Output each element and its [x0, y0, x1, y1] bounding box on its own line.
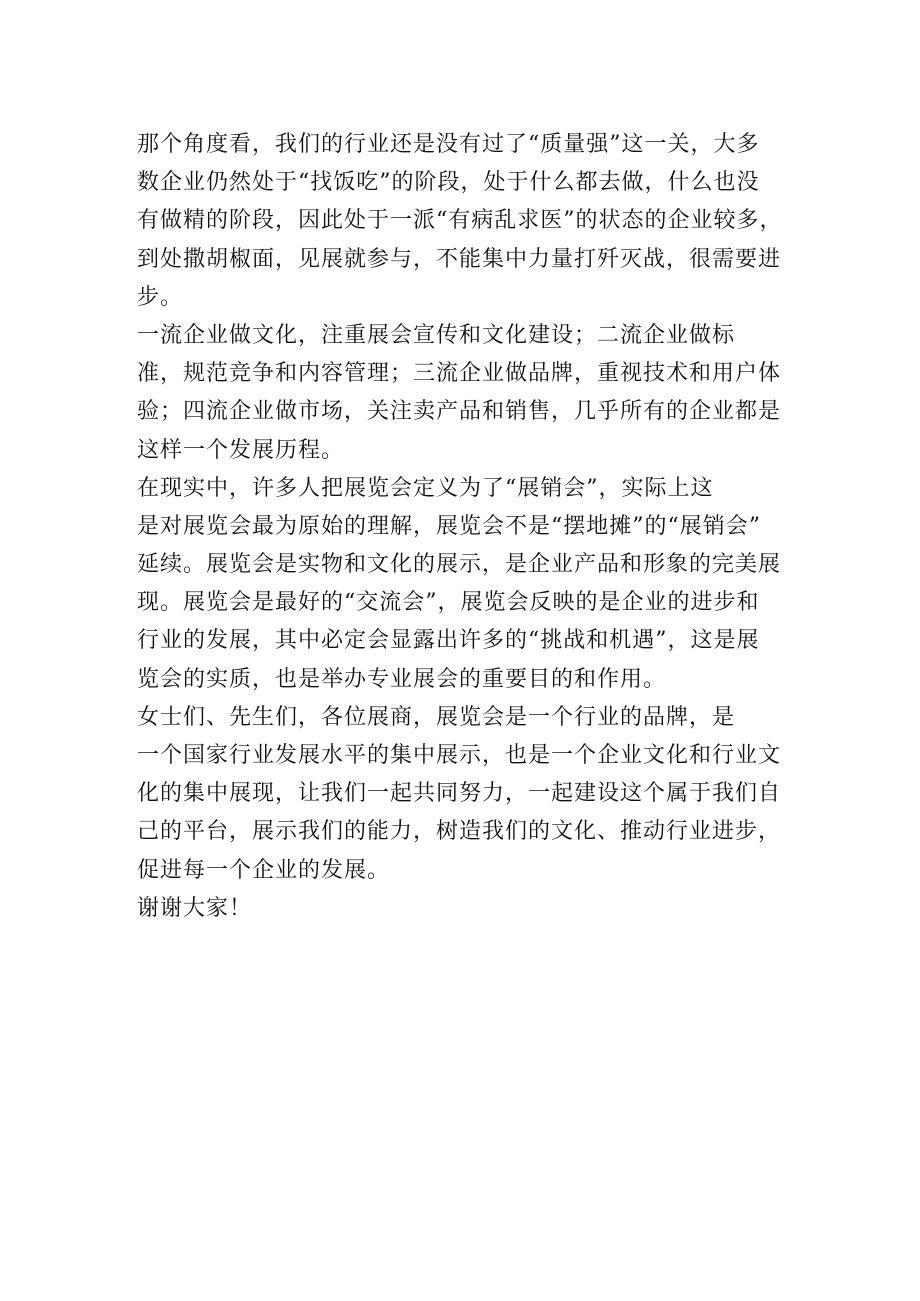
text-line: 数企业仍然处于“找饭吃”的阶段，处于什么都去做，什么也没 — [137, 170, 760, 196]
text-line: 有做精的阶段，因此处于一派“有病乱求医”的状态的企业较多， — [137, 208, 783, 234]
text-line: 这样一个发展历程。 — [137, 437, 345, 463]
text-line: 览会的实质，也是举办专业展会的重要目的和作用。 — [137, 666, 667, 692]
paragraph-4 — [137, 699, 797, 890]
paragraph-2 — [137, 317, 797, 470]
text-line: 行业的发展，其中必定会显露出许多的“挑战和机遇”，这是展 — [137, 628, 760, 654]
text-line: 化的集中展现，让我们一起共同努力，一起建设这个属于我们自 — [137, 781, 782, 807]
paragraph-5 — [137, 890, 797, 928]
text-line: 准，规范竞争和内容管理；三流企业做品牌，重视技术和用户体 — [137, 361, 782, 387]
text-line: 女士们、先生们，各位展商，展览会是一个行业的品牌，是 — [137, 704, 736, 730]
document-body — [137, 126, 797, 928]
text-line: 谢谢大家！ — [137, 895, 253, 921]
text-line: 到处撒胡椒面，见展就参与，不能集中力量打歼灭战，很需要进 — [137, 246, 782, 272]
text-line: 步。 — [137, 284, 184, 310]
text-line: 一个国家行业发展水平的集中展示，也是一个企业文化和行业文 — [137, 743, 782, 768]
text-line: 验；四流企业做市场，关注卖产品和销售，几乎所有的企业都是 — [137, 399, 782, 425]
text-line: 那个角度看，我们的行业还是没有过了“质量强”这一关，大多 — [137, 132, 760, 157]
text-line: 己的平台，展示我们的能力，树造我们的文化、推动行业进步， — [137, 819, 782, 845]
text-line: 一流企业做文化，注重展会宣传和文化建设；二流企业做标 — [137, 322, 736, 348]
paragraph-1 — [137, 126, 797, 317]
text-line: 在现实中，许多人把展览会定义为了“展销会”，实际上这 — [137, 475, 714, 501]
text-line: 延续。展览会是实物和文化的展示，是企业产品和形象的完美展 — [137, 552, 782, 578]
text-line: 是对展览会最为原始的理解，展览会不是“摆地摊”的“展销会” — [137, 513, 761, 539]
paragraph-3 — [137, 470, 797, 699]
text-line: 现。展览会是最好的“交流会”，展览会反映的是企业的进步和 — [137, 590, 760, 616]
text-line: 促进每一个企业的发展。 — [137, 857, 391, 883]
